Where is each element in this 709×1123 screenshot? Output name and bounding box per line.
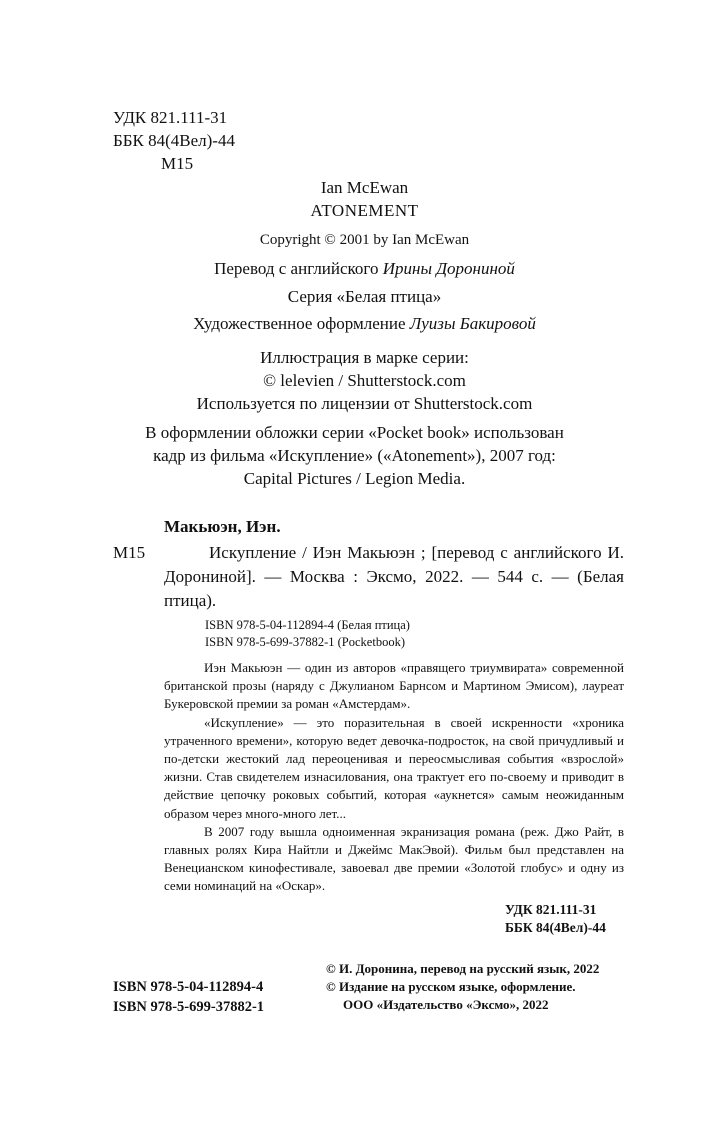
series-name: Серия «Белая птица» — [287, 287, 442, 306]
bib-isbn-1: ISBN 978-5-04-112894-4 (Белая птица) — [205, 618, 410, 632]
copyright-edition: © Издание на русском языке, оформление. — [326, 979, 576, 994]
copyright-publisher: ООО «Издательство «Эксмо», 2022 — [343, 997, 549, 1012]
bottom-isbn-1: ISBN 978-5-04-112894-4 — [113, 979, 264, 995]
illustration-line-1: Иллюстрация в марке серии: — [260, 348, 469, 367]
annotation-paragraph: «Искупление» — это поразительная в своей искренности «хроника утраченного времени», которую ведет девочка-подросток, на свой причудливый и по-детски жестокий лад переоценивая и переосмысливая события «взрослой» жизни. Став свидетелем изнасилования, она трактует его по-своему и приводит в действие цепочку роковых событий, которая «аукнется» самым неожиданным образом через много-много лет... — [164, 714, 624, 821]
translation-prefix: Перевод с английского — [214, 259, 383, 278]
annotation — [164, 659, 624, 896]
translator-name: Ирины Дорониной — [382, 259, 515, 278]
annotation-paragraph: Иэн Макьюэн — один из авторов «правящего триумвирата» современной британской прозы (наряду с Джулианом Барнсом и Мартином Эмисом), лауреат Букеровской премии за роман «Амстердам». — [164, 660, 624, 712]
design-prefix: Художественное оформление — [193, 314, 410, 333]
author-original: Ian McEwan — [320, 178, 409, 197]
title-original: ATONEMENT — [310, 201, 419, 220]
bottom-isbn-2: ISBN 978-5-699-37882-1 — [113, 999, 265, 1015]
illustration-line-2: © lelevien / Shutterstock.com — [263, 371, 466, 390]
bottom-udk: УДК 821.111-31 — [505, 902, 597, 917]
cover-note-line-2: кадр из фильма «Искупление» («Atonement»), 2007 год: — [153, 446, 556, 465]
design-credit — [0, 313, 709, 335]
udk-code: УДК 821.111-31 — [113, 108, 228, 127]
translation-credit — [0, 258, 709, 280]
bib-description — [164, 541, 624, 613]
cover-note-line-1: В оформлении обложки серии «Pocket book» использован — [145, 423, 564, 442]
author-mark: М15 — [161, 154, 194, 173]
bib-mark: М15 — [113, 543, 146, 562]
bbk-code: ББК 84(4Вел)-44 — [113, 131, 235, 150]
bib-description-text: Искупление / Иэн Макьюэн ; [перевод с английского И. Дорониной]. — Москва : Эксмо, 2022. — 544 с. — (Белая птица). — [164, 543, 624, 610]
copyright-original: Copyright © 2001 by Ian McEwan — [259, 232, 470, 248]
bottom-bbk: ББК 84(4Вел)-44 — [505, 920, 606, 935]
cover-note-line-3: Capital Pictures / Legion Media. — [243, 469, 466, 488]
bib-author: Макьюэн, Иэн. — [164, 517, 281, 536]
illustration-line-3: Используется по лицензии от Shutterstock.com — [196, 394, 533, 413]
annotation-paragraph: В 2007 году вышла одноименная экранизация романа (реж. Джо Райт, в главных ролях Кира Найтли и Джеймс МакЭвой). Фильм был представлен на Венецианском кинофестивале, завоевал две премии «Золотой глобус» и одну из семи номинаций на «Оскар». — [164, 823, 624, 894]
copyright-translation: © И. Доронина, перевод на русский язык, 2022 — [326, 961, 600, 976]
designer-name: Луизы Бакировой — [409, 314, 536, 333]
bib-isbn-2: ISBN 978-5-699-37882-1 (Pocketbook) — [205, 635, 405, 649]
